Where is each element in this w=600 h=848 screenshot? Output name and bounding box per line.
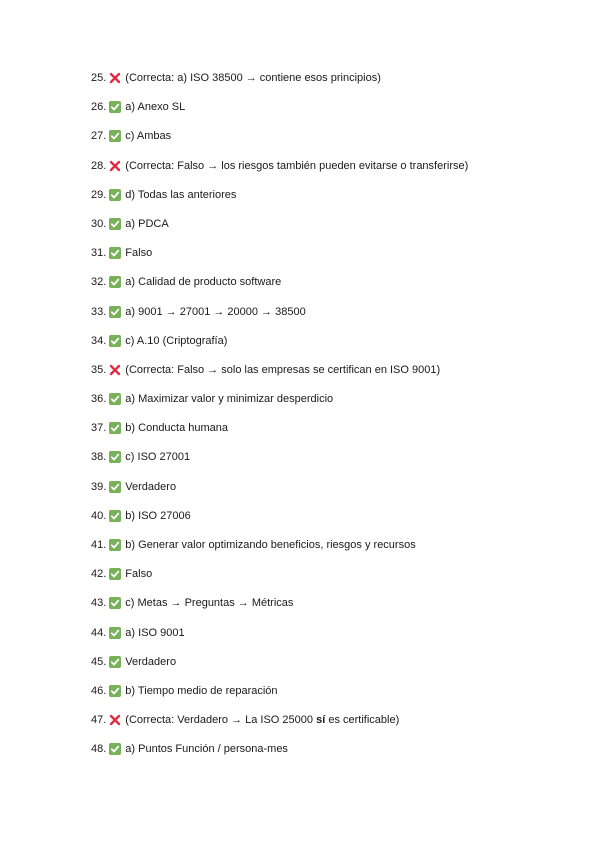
check-mark-icon [109, 393, 121, 405]
answer-item [91, 129, 468, 158]
item-number: 25. [91, 72, 107, 84]
item-text: Falso [125, 568, 153, 581]
answer-item [91, 450, 468, 479]
item-number: 36. [91, 393, 107, 406]
item-text: (Correcta: Falso → solo las empresas se certifican en ISO 9001) [125, 363, 441, 376]
answer-item [91, 217, 468, 246]
item-number: 43. [91, 597, 107, 610]
answer-item [91, 626, 468, 655]
item-number: 44. [91, 626, 107, 639]
check-mark-icon [109, 743, 121, 755]
item-number: 42. [91, 568, 107, 581]
item-text: Verdadero [125, 655, 177, 668]
item-number: 46. [91, 684, 107, 697]
item-number: 45. [91, 655, 107, 668]
item-text: Verdadero [125, 480, 177, 493]
check-mark-icon [109, 247, 121, 259]
answer-item [91, 596, 468, 625]
item-number: 35. [91, 363, 107, 376]
check-mark-icon [109, 189, 121, 201]
item-text: c) Metas → Preguntas → Métricas [125, 597, 294, 610]
item-text: (Correcta: Falso → los riesgos también pueden evitarse o transferirse) [125, 159, 469, 172]
check-mark-icon [109, 481, 121, 493]
item-text: a) ISO 9001 [125, 626, 185, 639]
answer-item [91, 713, 468, 742]
item-number: 34. [91, 334, 107, 347]
item-text: c) ISO 27001 [125, 451, 191, 464]
item-text: Falso [125, 247, 153, 260]
check-mark-icon [109, 685, 121, 697]
check-mark-icon [109, 130, 121, 142]
emphasis-text: sí [316, 714, 326, 727]
check-mark-icon [109, 627, 121, 639]
item-text: c) Ambas [125, 130, 172, 143]
item-text: b) Conducta humana [125, 422, 229, 435]
check-mark-icon [109, 422, 121, 434]
item-text: (Correcta: a) ISO 38500 → contiene esos principios) [125, 72, 381, 84]
check-mark-icon [109, 451, 121, 463]
item-number: 31. [91, 247, 107, 260]
answer-item [91, 334, 468, 363]
item-text: a) Maximizar valor y minimizar desperdicio [125, 393, 334, 406]
check-mark-icon [109, 276, 121, 288]
answer-item [91, 246, 468, 275]
item-text: d) Todas las anteriores [125, 188, 237, 201]
check-mark-icon [109, 101, 121, 113]
item-number: 47. [91, 714, 107, 727]
item-number: 29. [91, 188, 107, 201]
answer-item [91, 684, 468, 713]
cross-mark-icon [109, 72, 121, 84]
item-number: 48. [91, 743, 107, 756]
check-mark-icon [109, 568, 121, 580]
cross-mark-icon [109, 714, 121, 726]
item-number: 33. [91, 305, 107, 318]
check-mark-icon [109, 306, 121, 318]
check-mark-icon [109, 597, 121, 609]
answer-item [91, 363, 468, 392]
answer-item [91, 305, 468, 334]
item-number: 30. [91, 217, 107, 230]
item-text: c) A.10 (Criptografía) [125, 334, 228, 347]
item-number: 39. [91, 480, 107, 493]
item-number: 27. [91, 130, 107, 143]
item-number: 26. [91, 101, 107, 114]
check-mark-icon [109, 335, 121, 347]
item-text: b) Tiempo medio de reparación [125, 684, 278, 697]
answer-item [91, 100, 468, 129]
answer-item [91, 421, 468, 450]
check-mark-icon [109, 510, 121, 522]
item-text: b) ISO 27006 [125, 509, 191, 522]
answer-item [91, 742, 468, 771]
answer-item [91, 567, 468, 596]
check-mark-icon [109, 656, 121, 668]
answer-item [91, 538, 468, 567]
item-number: 37. [91, 422, 107, 435]
check-mark-icon [109, 539, 121, 551]
answer-item [91, 71, 468, 100]
item-text: b) Generar valor optimizando beneficios, riesgos y recursos [125, 539, 416, 551]
item-number: 32. [91, 276, 107, 289]
answer-item [91, 188, 468, 217]
answer-item [91, 159, 468, 188]
check-mark-icon [109, 218, 121, 230]
item-text: a) PDCA [125, 217, 169, 230]
answer-list [91, 71, 468, 772]
item-number: 41. [91, 539, 107, 551]
item-number: 38. [91, 451, 107, 464]
item-text: a) Puntos Función / persona-mes [125, 743, 288, 756]
item-text: a) 9001 → 27001 → 20000 → 38500 [125, 305, 306, 318]
item-text: (Correcta: Verdadero → La ISO 25000 sí es certificable) [125, 714, 400, 727]
answer-item [91, 392, 468, 421]
answer-item [91, 509, 468, 538]
answer-item [91, 480, 468, 509]
answer-item [91, 655, 468, 684]
item-text: a) Calidad de producto software [125, 276, 282, 289]
item-number: 28. [91, 159, 107, 172]
cross-mark-icon [109, 160, 121, 172]
item-text: a) Anexo SL [125, 101, 186, 114]
cross-mark-icon [109, 364, 121, 376]
answer-item [91, 275, 468, 304]
item-number: 40. [91, 509, 107, 522]
